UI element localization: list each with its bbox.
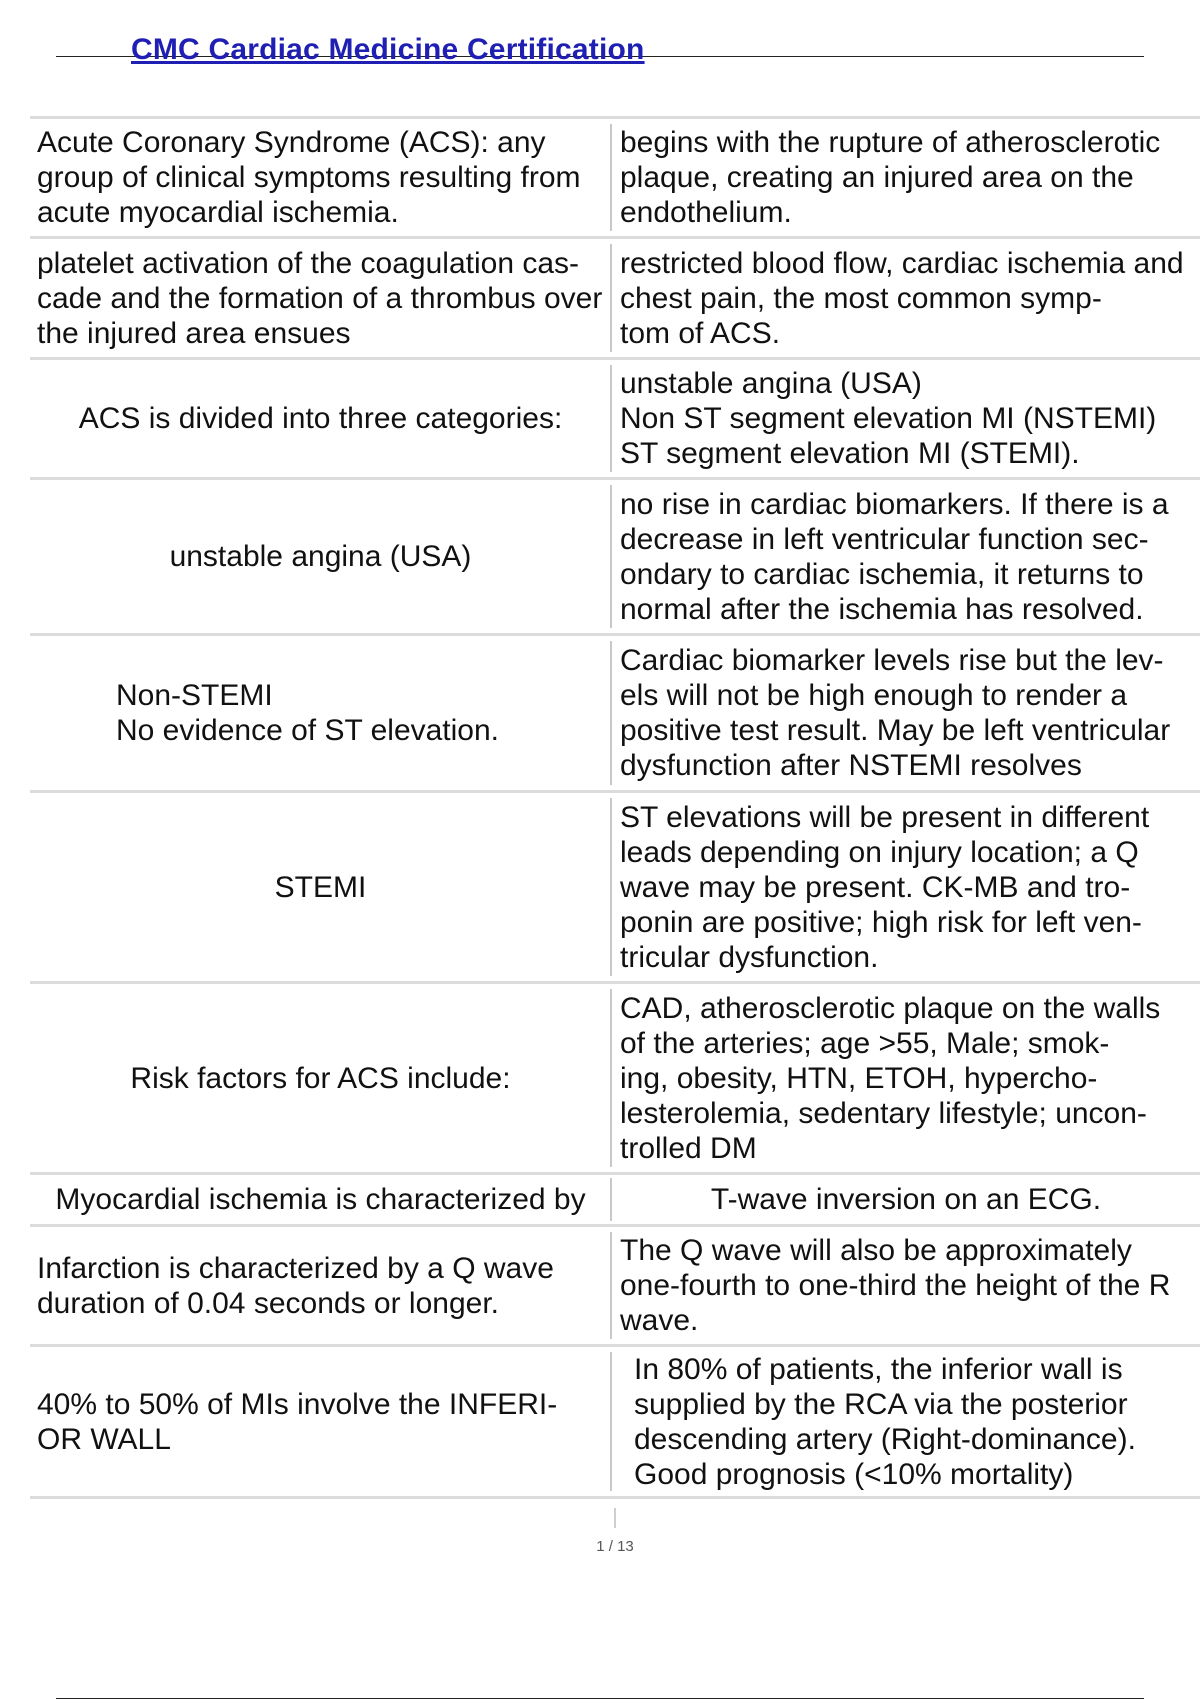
card-term-text: platelet activation of the coagulation cas- cade and the formation of a thrombus over the injured area ensues [37, 246, 603, 350]
card-definition [612, 1227, 1200, 1344]
card-definition [612, 793, 1200, 981]
flashcard-row [30, 1224, 1200, 1344]
flashcard-row [30, 357, 1200, 477]
card-term-text: Risk factors for ACS include: [130, 1061, 511, 1095]
card-definition-text: The Q wave will also be approximately one-fourth to one-third the height of the R wave. [620, 1234, 1171, 1337]
card-definition [612, 1175, 1200, 1224]
card-definition [612, 636, 1200, 790]
card-term [30, 485, 612, 628]
page-indicator: 1 / 13 [596, 1538, 634, 1555]
card-definition-text: T-wave inversion on an ECG. [710, 1183, 1102, 1216]
card-term [30, 989, 612, 1167]
card-term [30, 641, 612, 785]
card-term [30, 1232, 612, 1339]
card-definition-text: CAD, atherosclerotic plaque on the walls of the arteries; age >55, Male; smok- ing, obesity, HTN, ETOH, hypercho- lesterolemia, sedentary lifestyle; uncon- trolled DM [620, 991, 1161, 1165]
flashcard-row [30, 477, 1200, 633]
footer-rule [56, 1698, 1144, 1699]
card-term-text: 40% to 50% of MIs involve the INFERI- OR WALL [37, 1387, 558, 1456]
card-definition [612, 119, 1200, 236]
card-definition-text: begins with the rupture of atherosclerotic plaque, creating an injured area on the endothelium. [620, 126, 1161, 229]
flashcard-row [30, 116, 1200, 236]
card-definition [612, 480, 1200, 633]
flashcard-row [30, 633, 1200, 790]
flashcard-row [30, 981, 1200, 1172]
card-definition [612, 1347, 1200, 1496]
card-term-text: Acute Coronary Syndrome (ACS): any group of clinical symptoms resulting from acute myocardial ischemia. [37, 126, 581, 229]
card-term [30, 244, 612, 352]
card-definition-text: restricted blood flow, cardiac ischemia and chest pain, the most common symp- tom of ACS. [620, 246, 1184, 350]
card-definition-text: Cardiac biomarker levels rise but the lev- els will not be high enough to render a positive test result. May be left ventricular dysfunction after NSTEMI resolves [620, 644, 1171, 782]
card-term-text: unstable angina (USA) [169, 540, 472, 573]
flashcard-row [30, 1344, 1200, 1499]
card-term-text: Infarction is characterized by a Q wave duration of 0.04 seconds or longer. [37, 1251, 554, 1320]
page-title: CMC Cardiac Medicine Certification [131, 33, 645, 66]
card-term [30, 1178, 612, 1221]
card-definition [612, 239, 1200, 357]
flashcard-table [30, 116, 1200, 1499]
flashcard-row [30, 790, 1200, 981]
card-term-text: Myocardial ischemia is characterized by [55, 1183, 586, 1216]
card-term-text: Non-STEMI No evidence of ST elevation. [116, 679, 500, 747]
card-term [30, 798, 612, 976]
card-definition [612, 360, 1200, 477]
card-definition [612, 984, 1200, 1172]
card-definition-text: In 80% of patients, the inferior wall is supplied by the RCA via the posterior descending artery (Right-dominance). Good prognosis (<10% mortality) [634, 1352, 1136, 1491]
card-term [30, 365, 612, 472]
flashcard-row [30, 1172, 1200, 1224]
card-term [30, 124, 612, 231]
page-divider-tick [614, 1508, 616, 1528]
card-term [30, 1352, 612, 1491]
card-term-text: STEMI [274, 870, 367, 904]
card-definition-text: no rise in cardiac biomarkers. If there is a decrease in left ventricular function sec- ondary to cardiac ischemia, it returns to normal after the ischemia has resolved. [620, 487, 1169, 626]
flashcard-row [30, 236, 1200, 357]
card-term-text: ACS is divided into three categories: [78, 402, 563, 435]
card-definition-text: unstable angina (USA) Non ST segment elevation MI (NSTEMI) ST segment elevation MI (STEMI). [620, 367, 1157, 470]
card-definition-text: ST elevations will be present in different leads depending on injury location; a Q wave may be present. CK-MB and tro- ponin are positive; high risk for left ven- tricular dysfunction. [620, 800, 1150, 974]
